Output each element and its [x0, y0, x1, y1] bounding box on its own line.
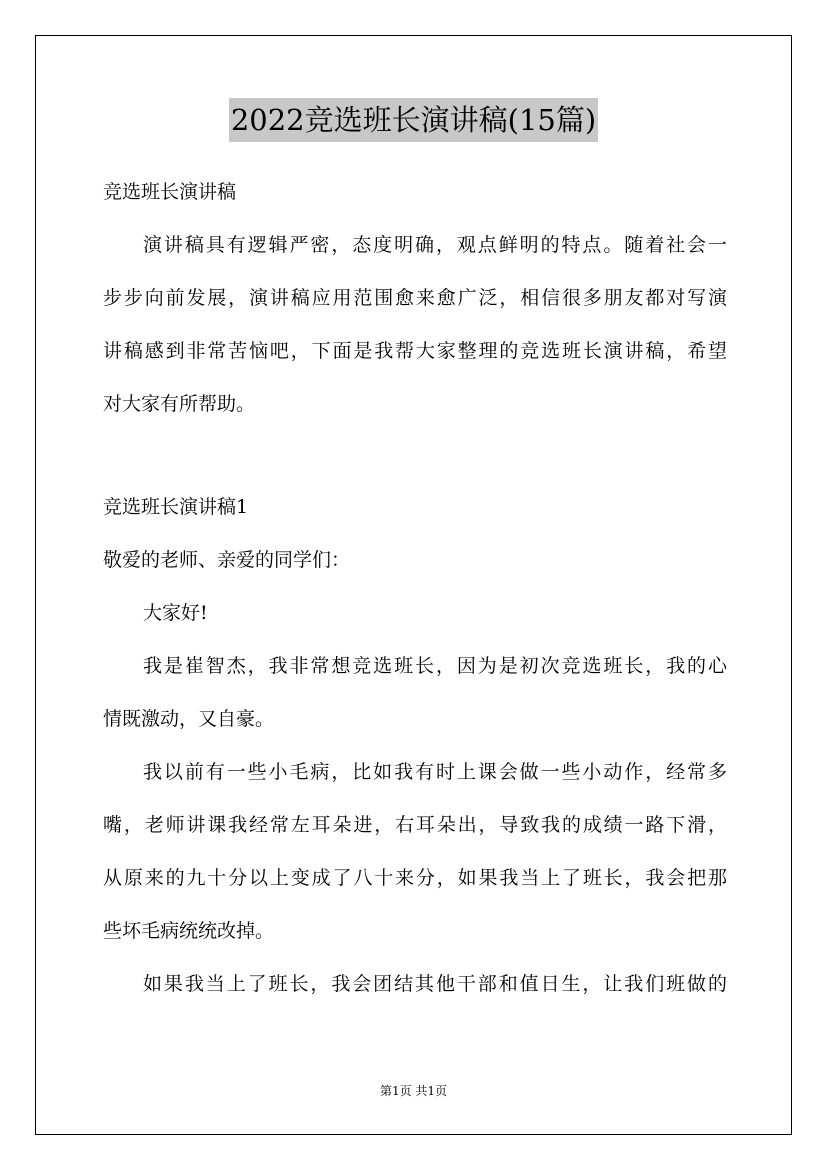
intro-line: 步步向前发展，演讲稿应用范围愈来愈广泛，相信很多朋友都对写演: [103, 287, 727, 309]
paragraph-line: 嘴，老师讲课我经常左耳朵进，右耳朵出，导致我的成绩一路下滑，: [103, 814, 727, 836]
paragraph-line: 我以前有一些小毛病，比如我有时上课会做一些小动作，经常多: [143, 761, 727, 783]
greeting: 大家好!: [143, 602, 208, 624]
paragraph-line: 些坏毛病统统改掉。: [103, 920, 275, 942]
paragraph-gap: [103, 435, 727, 485]
document-title: 2022竞选班长演讲稿(15篇): [229, 98, 598, 142]
intro-line: 讲稿感到非常苦恼吧，下面是我帮大家整理的竞选班长演讲稿，希望: [103, 340, 727, 362]
document-body: [103, 170, 727, 1015]
paragraph-line: 情既激动，又自豪。: [103, 708, 275, 730]
paragraph-line: 我是崔智杰，我非常想竞选班长，因为是初次竞选班长，我的心: [143, 655, 727, 677]
paragraph-line: 如果我当上了班长，我会团结其他干部和值日生，让我们班做的: [143, 973, 727, 995]
salutation: 敬爱的老师、亲爱的同学们：: [103, 549, 351, 571]
paragraph-line: 从原来的九十分以上变成了八十来分，如果我当上了班长，我会把那: [103, 867, 727, 889]
intro-line: 对大家有所帮助。: [103, 393, 256, 415]
speech-heading: 竞选班长演讲稿1: [103, 496, 249, 518]
document-title-wrap: [0, 98, 827, 142]
page-footer: 第1页 共1页: [379, 1084, 448, 1098]
intro-line: 演讲稿具有逻辑严密，态度明确，观点鲜明的特点。随着社会一: [143, 234, 727, 256]
section-heading: 竞选班长演讲稿: [103, 181, 237, 203]
